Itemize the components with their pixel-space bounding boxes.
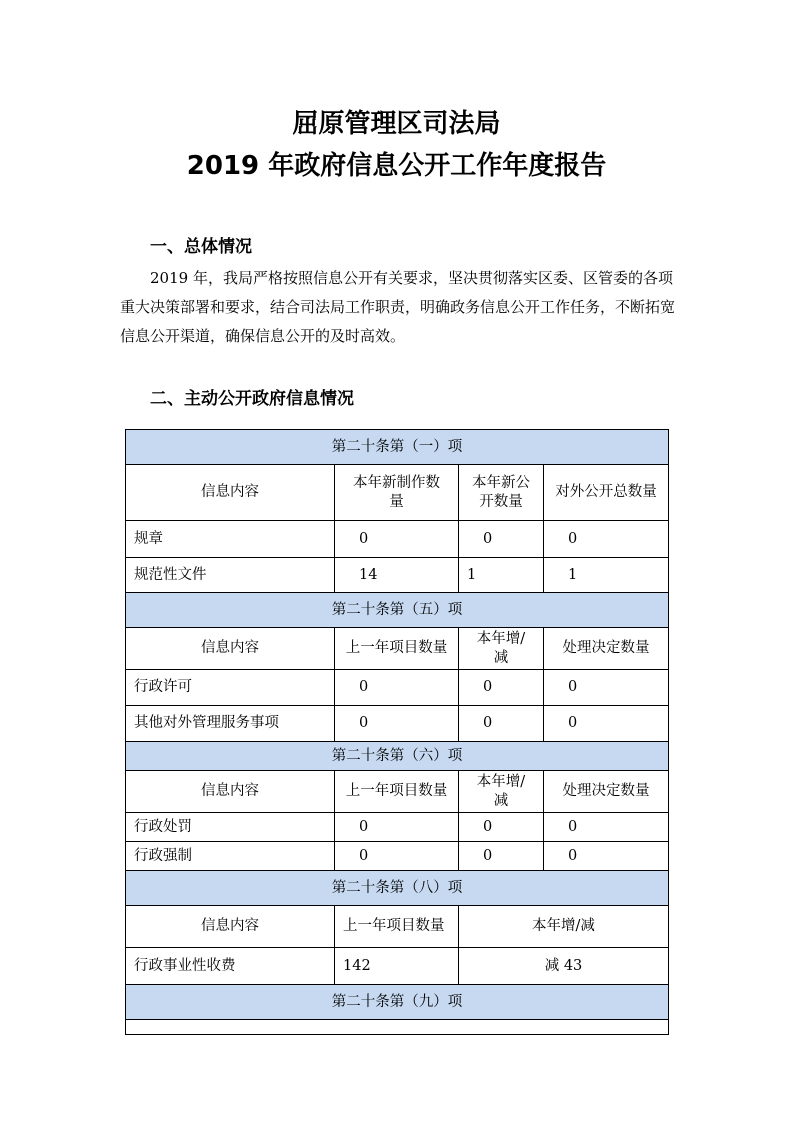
- column-header: 上一年项目数量: [335, 628, 459, 670]
- column-header: 对外公开总数量: [544, 465, 669, 521]
- section-title: 第二十条第（九）项: [126, 985, 669, 1020]
- section-row-5: [126, 593, 669, 628]
- header-row: [126, 628, 669, 670]
- column-header: 处理决定数量: [544, 771, 669, 813]
- column-header: 处理决定数量: [544, 628, 669, 670]
- table-cell: 0: [335, 706, 459, 742]
- table-cell: 行政许可: [126, 670, 335, 706]
- table-cell: 142: [335, 948, 459, 985]
- section-row-6: [126, 742, 669, 771]
- header-row: [126, 771, 669, 813]
- table-cell: 减 43: [459, 948, 669, 985]
- table-cell: 1: [544, 558, 669, 593]
- column-header: 信息内容: [126, 771, 335, 813]
- table-cell: [126, 1020, 669, 1035]
- table-cell: 0: [544, 706, 669, 742]
- table-cell: 0: [335, 842, 459, 871]
- table-cell: 14: [335, 558, 459, 593]
- table-cell: 规范性文件: [126, 558, 335, 593]
- table-cell: 0: [335, 813, 459, 842]
- header-row: [126, 465, 669, 521]
- report-title-line2: 2019 年政府信息公开工作年度报告: [186, 151, 607, 181]
- table-row: [126, 558, 669, 593]
- section2-heading: 二、主动公开政府信息情况: [150, 389, 354, 409]
- section-title: 第二十条第（六）项: [126, 742, 669, 771]
- disclosure-table: [125, 429, 669, 1035]
- table-cell: 其他对外管理服务事项: [126, 706, 335, 742]
- table-row: [126, 842, 669, 871]
- column-header: 本年增/减: [459, 906, 669, 948]
- column-header: 信息内容: [126, 628, 335, 670]
- section-row-8: [126, 871, 669, 906]
- column-header: 本年新制作数量: [335, 465, 459, 521]
- table-row: [126, 521, 669, 558]
- table-cell: 0: [459, 706, 544, 742]
- section-row-1: [126, 430, 669, 465]
- section1-paragraph: [120, 264, 680, 351]
- section-title: 第二十条第（八）项: [126, 871, 669, 906]
- table-cell: 1: [459, 558, 544, 593]
- table-row: [126, 813, 669, 842]
- report-title-line1: 屈原管理区司法局: [292, 109, 501, 139]
- section-title: 第二十条第（五）项: [126, 593, 669, 628]
- column-header: 上一年项目数量: [335, 771, 459, 813]
- table-cell: 0: [459, 842, 544, 871]
- table-cell: 0: [544, 521, 669, 558]
- table-cell: 行政强制: [126, 842, 335, 871]
- column-header: 本年新公开数量: [459, 465, 544, 521]
- table-cell: 0: [459, 813, 544, 842]
- column-header: 本年增/减: [459, 771, 544, 813]
- table-row: [126, 706, 669, 742]
- column-header: 信息内容: [126, 465, 335, 521]
- section-row-9: [126, 985, 669, 1020]
- table-row: [126, 948, 669, 985]
- table-cell: 0: [544, 670, 669, 706]
- table-row: [126, 670, 669, 706]
- table-cell: 行政事业性收费: [126, 948, 335, 985]
- table-row: [126, 1020, 669, 1035]
- table-cell: 0: [544, 813, 669, 842]
- table-cell: 0: [459, 670, 544, 706]
- table-cell: 0: [459, 521, 544, 558]
- table-cell: 行政处罚: [126, 813, 335, 842]
- header-row: [126, 906, 669, 948]
- section-title: 第二十条第（一）项: [126, 430, 669, 465]
- column-header: 本年增/减: [459, 628, 544, 670]
- section1-heading: 一、总体情况: [150, 237, 252, 257]
- column-header: 上一年项目数量: [335, 906, 459, 948]
- table-cell: 0: [544, 842, 669, 871]
- table-cell: 0: [335, 670, 459, 706]
- table-cell: 规章: [126, 521, 335, 558]
- column-header: 信息内容: [126, 906, 335, 948]
- section1-paragraph-text: 2019 年，我局严格按照信息公开有关要求，坚决贯彻落实区委、区管委的各项重大决策部署和要求，结合司法局工作职责，明确政务信息公开工作任务，不断拓宽信息公开渠道，确保信息公开的及时高效。: [120, 269, 676, 345]
- table-cell: 0: [335, 521, 459, 558]
